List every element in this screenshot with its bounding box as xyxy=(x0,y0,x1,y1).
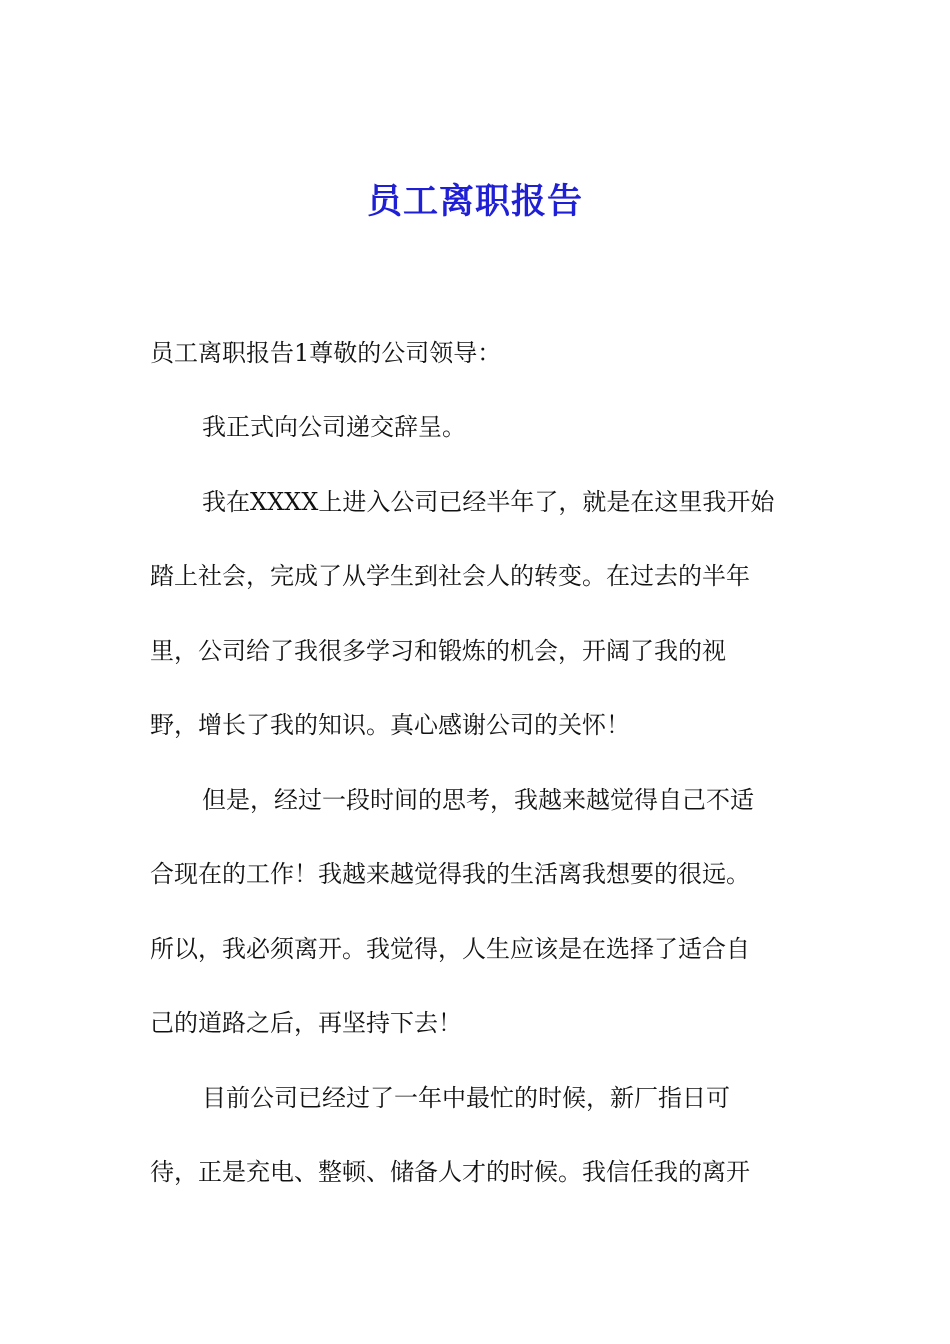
text-line: 所以，我必须离开。我觉得，人生应该是在选择了适合自 xyxy=(150,935,750,963)
text-line: 我正式向公司递交辞呈。 xyxy=(202,413,466,441)
text-line: 合现在的工作！我越来越觉得我的生活离我想要的很远。 xyxy=(150,860,750,888)
text-line: 待，正是充电、整顿、储备人才的时候。我信任我的离开 xyxy=(150,1158,750,1186)
text-line: 里，公司给了我很多学习和锻炼的机会，开阔了我的视 xyxy=(150,637,726,665)
text-line: 我在XXXX上进入公司已经半年了，就是在这里我开始 xyxy=(202,488,775,516)
text-line: 目前公司已经过了一年中最忙的时候，新厂指日可 xyxy=(202,1084,730,1112)
text-line: 但是，经过一段时间的思考，我越来越觉得自己不适 xyxy=(202,786,754,814)
text-line-salutation: 员工离职报告1尊敬的公司领导： xyxy=(150,339,502,367)
text-line: 己的道路之后，再坚持下去！ xyxy=(150,1009,462,1037)
text-line: 野，增长了我的知识。真心感谢公司的关怀！ xyxy=(150,711,630,739)
text-line: 踏上社会，完成了从学生到社会人的转变。在过去的半年 xyxy=(150,562,750,590)
document-title: 员工离职报告 xyxy=(366,181,583,222)
